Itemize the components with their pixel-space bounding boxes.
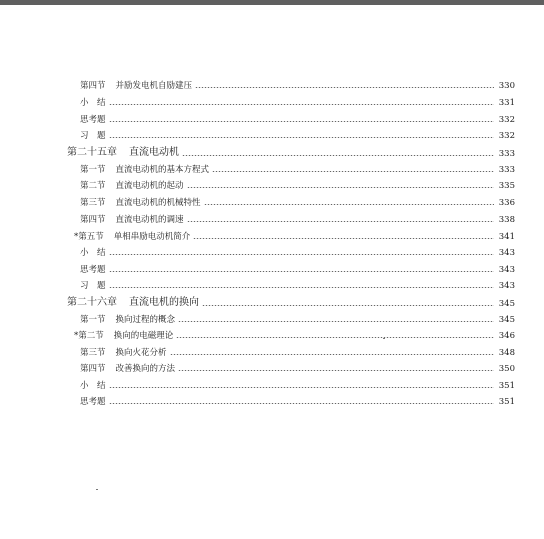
toc-entry-number: 第四节 bbox=[80, 80, 106, 91]
toc-entry-title: 换向过程的概念 bbox=[115, 314, 176, 325]
toc-section-row bbox=[80, 158, 515, 174]
toc-page-number: 338 bbox=[498, 214, 515, 225]
toc-entry-number: 第四节 bbox=[80, 363, 106, 374]
toc-section-row bbox=[80, 374, 515, 390]
dot-leader bbox=[187, 221, 494, 222]
toc-entry-number: 第一节 bbox=[80, 314, 106, 325]
toc-page-number: 332 bbox=[498, 130, 515, 141]
dot-leader bbox=[109, 403, 494, 404]
dot-leader bbox=[176, 337, 494, 338]
toc-entry-title: 小 结 bbox=[80, 380, 106, 391]
dot-leader bbox=[202, 305, 494, 306]
toc-page-number: 341 bbox=[498, 231, 515, 242]
toc-section-row bbox=[80, 341, 515, 357]
toc-entry-number: *第五节 bbox=[74, 231, 104, 242]
scan-speck bbox=[383, 338, 385, 339]
dot-leader bbox=[193, 238, 494, 239]
toc-entry-number: 第三节 bbox=[80, 347, 106, 358]
dot-leader bbox=[170, 354, 494, 355]
dot-leader bbox=[109, 271, 494, 272]
toc-page-number: 335 bbox=[498, 180, 515, 191]
toc-entry-title: 换向火花分析 bbox=[115, 347, 167, 358]
dot-leader bbox=[109, 104, 494, 105]
toc-section-row bbox=[74, 225, 515, 241]
toc-entry-title: 习 题 bbox=[80, 130, 106, 141]
toc-entry-title: 换向的电磁理论 bbox=[113, 330, 174, 341]
toc-entry-title: 思考题 bbox=[80, 114, 106, 125]
toc-entry-title: 并励发电机自励建压 bbox=[115, 80, 193, 91]
toc-entry-title: 直流电动机的机械特性 bbox=[115, 197, 201, 208]
dot-leader bbox=[182, 155, 494, 156]
dot-leader bbox=[178, 321, 494, 322]
toc-page-number: 351 bbox=[498, 396, 515, 407]
dot-leader bbox=[195, 87, 494, 88]
toc-entry-number: 第二十六章 bbox=[67, 297, 117, 308]
toc-entry-title: 直流电动机的起动 bbox=[115, 180, 184, 191]
toc-entry-title: 直流电动机的调速 bbox=[115, 214, 184, 225]
toc-page-number: 336 bbox=[498, 197, 515, 208]
toc-entry-number: 第二十五章 bbox=[67, 147, 117, 158]
toc-section-row bbox=[80, 274, 515, 290]
toc-entry-title: 直流电动机 bbox=[129, 147, 179, 158]
toc-page-number: 331 bbox=[498, 97, 515, 108]
toc-page-number: 351 bbox=[498, 380, 515, 391]
toc-entry-title: 小 结 bbox=[80, 247, 106, 258]
toc-page-number: 330 bbox=[498, 80, 515, 91]
toc-page-number: 343 bbox=[498, 280, 515, 291]
dot-leader bbox=[204, 204, 494, 205]
toc-section-row bbox=[80, 208, 515, 224]
toc-page-number: 343 bbox=[498, 264, 515, 275]
toc-section-row bbox=[80, 174, 515, 190]
dot-leader bbox=[109, 387, 494, 388]
toc-page-number: 345 bbox=[498, 298, 515, 309]
toc-entry-title: 小 结 bbox=[80, 97, 106, 108]
toc-section-row bbox=[80, 124, 515, 140]
toc-section-row bbox=[80, 308, 515, 324]
dot-leader bbox=[109, 287, 494, 288]
toc-entry-number: 第四节 bbox=[80, 214, 106, 225]
toc-entry-title: 改善换向的方法 bbox=[115, 363, 176, 374]
toc-entry-title: 思考题 bbox=[80, 396, 106, 407]
toc-section-row bbox=[80, 74, 515, 90]
toc-entry-number: 第一节 bbox=[80, 164, 106, 175]
toc-section-row bbox=[80, 191, 515, 207]
toc-page-number: 350 bbox=[498, 363, 515, 374]
toc-entry-number: 第二节 bbox=[80, 180, 106, 191]
dot-leader bbox=[212, 171, 494, 172]
toc-section-row bbox=[80, 108, 515, 124]
toc-chapter-row bbox=[67, 290, 515, 308]
dot-leader bbox=[109, 121, 494, 122]
toc-entry-number: 第三节 bbox=[80, 197, 106, 208]
toc-entry-number: *第二节 bbox=[74, 330, 104, 341]
toc-section-row bbox=[80, 91, 515, 107]
toc-section-row bbox=[80, 258, 515, 274]
toc-page-number: 332 bbox=[498, 114, 515, 125]
dot-leader bbox=[187, 187, 494, 188]
toc-page-number: 333 bbox=[498, 148, 515, 159]
toc-entry-title: 直流电机的换向 bbox=[129, 297, 199, 308]
toc-page-number: 333 bbox=[498, 164, 515, 175]
dot-leader bbox=[109, 254, 494, 255]
toc-page-number: 346 bbox=[498, 330, 515, 341]
toc-section-row bbox=[80, 390, 515, 406]
toc-page-number: 343 bbox=[498, 247, 515, 258]
dot-leader bbox=[178, 370, 494, 371]
toc-section-row bbox=[74, 324, 515, 340]
toc-section-row bbox=[80, 357, 515, 373]
toc-entry-title: 单相串励电动机简介 bbox=[113, 231, 191, 242]
toc-section-row bbox=[80, 241, 515, 257]
toc-entry-title: 习 题 bbox=[80, 280, 106, 291]
toc-entry-title: 思考题 bbox=[80, 264, 106, 275]
toc-page-number: 348 bbox=[498, 347, 515, 358]
toc-entry-title: 直流电动机的基本方程式 bbox=[115, 164, 210, 175]
toc-chapter-row bbox=[67, 140, 515, 158]
scan-speck bbox=[96, 489, 98, 490]
toc-page-number: 345 bbox=[498, 314, 515, 325]
dot-leader bbox=[109, 137, 494, 138]
